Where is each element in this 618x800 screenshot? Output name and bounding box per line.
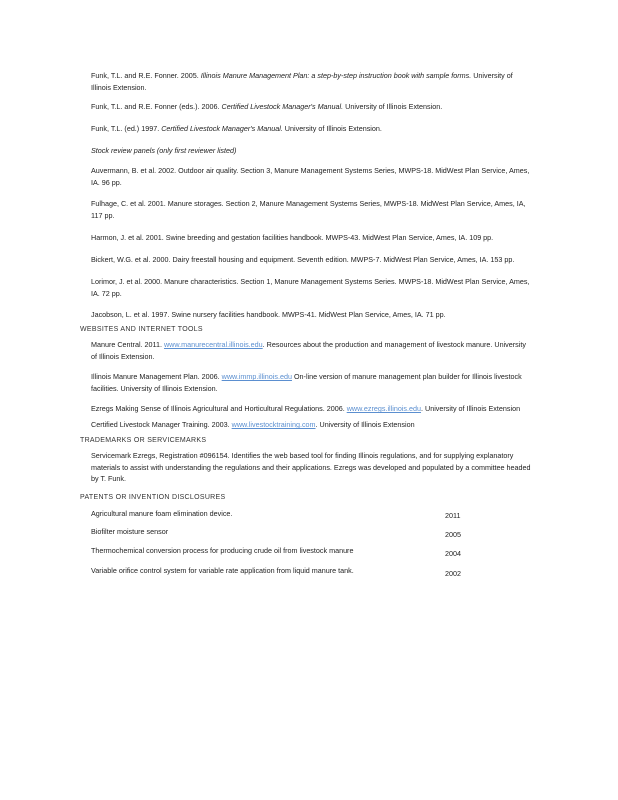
- publication-entry: [91, 101, 531, 113]
- website-entry: [91, 339, 531, 362]
- entry-title: Certified Livestock Manager's Manual.: [161, 124, 283, 133]
- website-link[interactable]: www.manurecentral.illinois.edu: [163, 340, 263, 349]
- patent-title: Variable orifice control system for variable rate application from liquid manure tank.: [91, 566, 354, 575]
- entry-text: Ezregs Making Sense of Illinois Agricultural and Horticultural Regulations. 2006.: [91, 404, 347, 413]
- trademarks-heading: TRADEMARKS OR SERVICEMARKS: [80, 437, 207, 444]
- website-entry: [91, 419, 531, 431]
- patent-year: 2005: [445, 530, 461, 539]
- publication-entry: Bickert, W.G. et al. 2000. Dairy freestall housing and equipment. Seventh edition. MWPS-7. MidWest Plan Service, Ames, IA. 153 pp.: [91, 255, 515, 264]
- entry-text: . Resources about the production and management of livestock manure. University of Illinois Extension.: [91, 340, 526, 361]
- patent-year: 2002: [445, 569, 461, 578]
- entry-text: . University of Illinois Extension: [421, 404, 521, 413]
- website-link[interactable]: www.ezregs.illinois.edu: [346, 404, 422, 413]
- entry-text: Illinois Manure Management Plan. 2006.: [91, 372, 222, 381]
- publication-entry: [91, 123, 531, 135]
- website-entry: [91, 371, 531, 394]
- entry-title: Certified Livestock Manager's Manual.: [221, 102, 344, 111]
- website-link[interactable]: www.immp.illinois.edu: [221, 372, 292, 381]
- entry-tail: University of Illinois Extension.: [282, 124, 382, 133]
- patent-title: Biofilter moisture sensor: [91, 527, 169, 536]
- publication-entry: [91, 70, 531, 93]
- patent-year: 2004: [445, 549, 461, 558]
- entry-title: Illinois Manure Management Plan: a step-by-step instruction book with sample forms.: [200, 71, 472, 80]
- trademark-entry: Servicemark Ezregs, Registration #096154. Identifies the web based tool for finding Illinois regulations, and for supplying explanatory materials to assist with understanding the regulations and their applications. Ezregs was developed and populated by a committee headed by T. Funk.: [91, 451, 531, 483]
- entry-tail: University of Illinois Extension.: [91, 71, 513, 92]
- patent-year: 2011: [445, 511, 461, 520]
- entry-text: Funk, T.L. and R.E. Fonner (eds.). 2006.: [91, 102, 222, 111]
- website-entry: [91, 403, 531, 415]
- publication-entry: Lorimor, J. et al. 2000. Manure characteristics. Section 1, Manure Management Systems Series. MWPS-18. MidWest Plan Service, Ames, IA. 72 pp.: [91, 277, 530, 298]
- publication-entry: Jacobson, L. et al. 1997. Swine nursery facilities handbook. MWPS-41. MidWest Plan Service, Ames, IA. 71 pp.: [91, 310, 446, 319]
- websites-heading: WEBSITES AND INTERNET TOOLS: [80, 326, 203, 333]
- entry-tail: University of Illinois Extension.: [343, 102, 443, 111]
- patent-title: Thermochemical conversion process for producing crude oil from livestock manure: [91, 546, 354, 555]
- entry-text: Certified Livestock Manager Training. 2003.: [91, 420, 232, 429]
- entry-text: . University of Illinois Extension: [315, 420, 415, 429]
- entry-text: Funk, T.L. (ed.) 1997.: [91, 124, 162, 133]
- website-link[interactable]: www.livestocktraining.com: [231, 420, 316, 429]
- entry-title: Stock review panels (only first reviewer listed): [91, 146, 237, 155]
- patent-title: Agricultural manure foam elimination device.: [91, 509, 233, 518]
- entry-text: Manure Central. 2011.: [91, 340, 164, 349]
- publication-entry: Auvermann, B. et al. 2002. Outdoor air quality. Section 3, Manure Management Systems Series, MWPS-18. MidWest Plan Service, Ames, IA. 96 pp.: [91, 166, 530, 187]
- publication-entry: Harmon, J. et al. 2001. Swine breeding and gestation facilities handbook. MWPS-43. MidWest Plan Service, Ames, IA. 109 pp.: [91, 233, 494, 242]
- publication-subheading: [91, 145, 531, 157]
- publication-entry: Fulhage, C. et al. 2001. Manure storages. Section 2, Manure Management Systems Series, MWPS-18. MidWest Plan Service, Ames, IA, 117 pp.: [91, 199, 526, 220]
- entry-text: On-line version of manure management plan builder for Illinois livestock facilities. University of Illinois Extension.: [91, 372, 522, 393]
- entry-text: Funk, T.L. and R.E. Fonner. 2005.: [91, 71, 201, 80]
- patents-heading: PATENTS OR INVENTION DISCLOSURES: [80, 494, 226, 501]
